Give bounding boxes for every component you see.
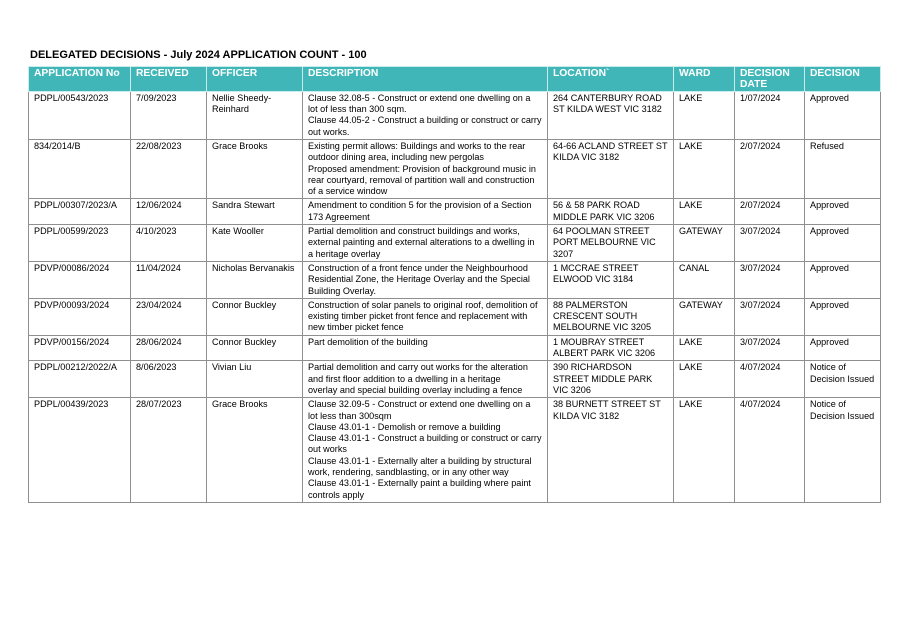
cell-decision: Approved	[805, 335, 881, 361]
cell-location: 1 MCCRAE STREET ELWOOD VIC 3184	[548, 261, 674, 298]
table-row	[29, 225, 881, 262]
cell-decision: Refused	[805, 140, 881, 199]
cell-received: 22/08/2023	[131, 140, 207, 199]
cell-received: 28/06/2024	[131, 335, 207, 361]
cell-application-no: PDVP/00156/2024	[29, 335, 131, 361]
cell-application-no: PDPL/00599/2023	[29, 225, 131, 262]
col-officer: OFFICER	[207, 67, 303, 92]
cell-received: 4/10/2023	[131, 225, 207, 262]
col-decision: DECISION	[805, 67, 881, 92]
cell-officer: Connor Buckley	[207, 298, 303, 335]
cell-ward: LAKE	[674, 140, 735, 199]
cell-application-no: PDPL/00543/2023	[29, 91, 131, 139]
cell-decision-date: 2/07/2024	[735, 140, 805, 199]
col-ward: WARD	[674, 67, 735, 92]
cell-description	[303, 199, 548, 225]
cell-received: 28/07/2023	[131, 398, 207, 503]
cell-decision-date: 1/07/2024	[735, 91, 805, 139]
cell-location: 64-66 ACLAND STREET ST KILDA VIC 3182	[548, 140, 674, 199]
description-line: Clause 32.09-5 - Construct or extend one dwelling on a lot less than 300sqm	[308, 399, 531, 421]
cell-decision-date: 3/07/2024	[735, 261, 805, 298]
cell-decision-date: 3/07/2024	[735, 335, 805, 361]
cell-officer: Connor Buckley	[207, 335, 303, 361]
cell-application-no: PDVP/00093/2024	[29, 298, 131, 335]
description-line: Clause 43.01-1 - Demolish or remove a building	[308, 421, 501, 432]
cell-ward: GATEWAY	[674, 225, 735, 262]
cell-decision: Approved	[805, 199, 881, 225]
description-line: Partial demolition and carry out works for the alteration and first floor addition to a dwelling in a heritage	[308, 362, 528, 384]
cell-application-no: 834/2014/B	[29, 140, 131, 199]
cell-application-no: PDPL/00307/2023/A	[29, 199, 131, 225]
table-row	[29, 298, 881, 335]
table-body	[29, 91, 881, 502]
cell-received: 11/04/2024	[131, 261, 207, 298]
cell-officer: Nellie Sheedy-Reinhard	[207, 91, 303, 139]
col-received: RECEIVED	[131, 67, 207, 92]
cell-location: 56 & 58 PARK ROAD MIDDLE PARK VIC 3206	[548, 199, 674, 225]
cell-location: 264 CANTERBURY ROAD ST KILDA WEST VIC 3182	[548, 91, 674, 139]
description-line: Clause 43.01-1 - Externally alter a building by structural work, rendering, sandblasting, or in any other way	[308, 455, 532, 478]
description-line: Amendment to condition 5 for the provision of a Section 173 Agreement	[308, 200, 532, 222]
cell-location: 390 RICHARDSON STREET MIDDLE PARK VIC 3206	[548, 361, 674, 398]
cell-decision-date: 3/07/2024	[735, 225, 805, 262]
cell-officer: Sandra Stewart	[207, 199, 303, 225]
cell-officer: Grace Brooks	[207, 398, 303, 503]
cell-description	[303, 225, 548, 262]
cell-decision-date: 2/07/2024	[735, 199, 805, 225]
table-row	[29, 140, 881, 199]
cell-ward: CANAL	[674, 261, 735, 298]
cell-description	[303, 91, 548, 139]
cell-description	[303, 335, 548, 361]
table-row	[29, 91, 881, 139]
cell-decision: Notice of Decision Issued	[805, 361, 881, 398]
cell-location: 38 BURNETT STREET ST KILDA VIC 3182	[548, 398, 674, 503]
cell-ward: LAKE	[674, 199, 735, 225]
cell-decision: Approved	[805, 91, 881, 139]
description-line: Clause 43.01-1 - Externally paint a building where paint controls apply	[308, 478, 531, 500]
cell-officer: Vivian Liu	[207, 361, 303, 398]
cell-received: 12/06/2024	[131, 199, 207, 225]
description-line: Existing permit allows: Buildings and works to the rear outdoor dining area, including new pergolas	[308, 141, 526, 163]
description-line: Partial demolition and construct buildings and works, external painting and external alterations to a dwelling in a heritage overlay	[308, 226, 535, 259]
cell-received: 7/09/2023	[131, 91, 207, 139]
cell-location: 64 POOLMAN STREET PORT MELBOURNE VIC 3207	[548, 225, 674, 262]
description-line: Proposed amendment: Provision of background music in rear courtyard, removal of partition wall and construction of a service window	[308, 163, 536, 197]
description-line: Construction of solar panels to original roof, demolition of existing timber picket front fence and replacement with new timber picket fence	[308, 299, 538, 333]
description-line: Construction of a front fence under the Neighbourhood Residential Zone, the Heritage Overlay and the Special Building Overlay.	[308, 262, 530, 296]
col-description: DESCRIPTION	[303, 67, 548, 92]
table-row	[29, 335, 881, 361]
cell-application-no: PDPL/00439/2023	[29, 398, 131, 503]
cell-application-no: PDVP/00086/2024	[29, 261, 131, 298]
cell-description	[303, 298, 548, 335]
cell-decision-date: 4/07/2024	[735, 398, 805, 503]
table-header-row	[29, 67, 881, 92]
col-location: LOCATION`	[548, 67, 674, 92]
description-line: overlay and special building overlay including a fence	[308, 384, 523, 395]
cell-ward: GATEWAY	[674, 298, 735, 335]
cell-ward: LAKE	[674, 335, 735, 361]
cell-location: 88 PALMERSTON CRESCENT SOUTH MELBOURNE VIC 3205	[548, 298, 674, 335]
cell-description	[303, 398, 548, 503]
description-line: Clause 44.05-2 - Construct a building or construct or carry out works.	[308, 115, 542, 137]
cell-received: 8/06/2023	[131, 361, 207, 398]
cell-decision-date: 3/07/2024	[735, 298, 805, 335]
cell-decision: Approved	[805, 225, 881, 262]
table-row	[29, 199, 881, 225]
cell-decision-date: 4/07/2024	[735, 361, 805, 398]
table-row	[29, 261, 881, 298]
cell-officer: Kate Wooller	[207, 225, 303, 262]
cell-description	[303, 261, 548, 298]
cell-officer: Nicholas Bervanakis	[207, 261, 303, 298]
cell-ward: LAKE	[674, 91, 735, 139]
page-title: DELEGATED DECISIONS - July 2024 APPLICATION COUNT - 100	[30, 49, 367, 61]
description-line: Part demolition of the building	[308, 336, 428, 347]
description-line: Clause 43.01-1 - Construct a building or construct or carry out works	[308, 433, 542, 455]
table-row	[29, 398, 881, 503]
cell-decision: Approved	[805, 298, 881, 335]
description-line: Clause 32.08-5 - Construct or extend one dwelling on a lot of less than 300 sqm.	[308, 92, 531, 115]
cell-decision: Notice of Decision Issued	[805, 398, 881, 503]
cell-decision: Approved	[805, 261, 881, 298]
col-decision-date: DECISION DATE	[735, 67, 805, 92]
cell-received: 23/04/2024	[131, 298, 207, 335]
cell-officer: Grace Brooks	[207, 140, 303, 199]
col-application-no: APPLICATION No	[29, 67, 131, 92]
table-row	[29, 361, 881, 398]
cell-application-no: PDPL/00212/2022/A	[29, 361, 131, 398]
cell-description	[303, 361, 548, 398]
decisions-table	[28, 66, 881, 503]
cell-ward: LAKE	[674, 361, 735, 398]
cell-location: 1 MOUBRAY STREET ALBERT PARK VIC 3206	[548, 335, 674, 361]
cell-ward: LAKE	[674, 398, 735, 503]
cell-description	[303, 140, 548, 199]
